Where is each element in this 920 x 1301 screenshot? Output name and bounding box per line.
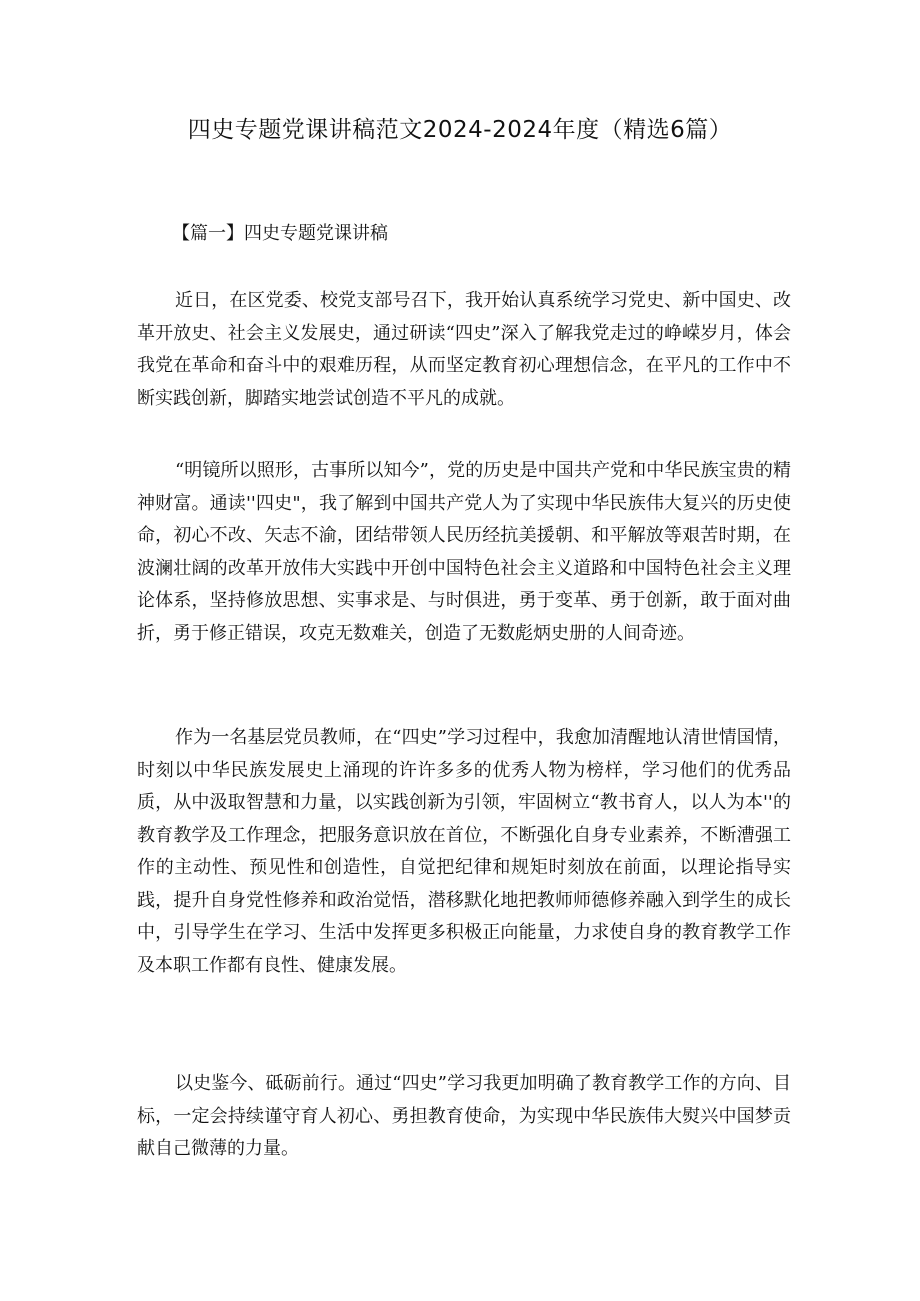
paragraph-3: 作为一名基层党员教师，在“四史”学习过程中，我愈加清醒地认清世情国情，时刻以中华民族发展史上涌现的许许多多的优秀人物为榜样，学习他们的优秀品质，从中汲取智慧和力量，以实践创新为引领，牢固树立“教书育人，以人为本''的教育教学及工作理念，把服务意识放在首位，不断强化自身专业素养，不断漕强工作的主动性、预见性和创造性，自觉把纪律和规矩时刻放在前面，以理论指导实践，提升自身党性修养和政治觉悟，潜移默化地把教师师德修养融入到学生的成长中，引导学生在学习、生活中发挥更多积极正向能量，力求使自身的教育教学工作及本职工作都有良性、健康发展。 [137, 727, 791, 976]
document-title: 四史专题党课讲稿范文2024-2024年度（精选6篇） [187, 117, 733, 143]
section-heading: 【篇一】四史专题党课讲稿 [172, 223, 388, 244]
paragraph-1: 近日，在区党委、校党支部号召下，我开始认真系统学习党史、新中国史、改革开放史、社会主义发展史，通过研读“四史”深入了解我党走过的峥嵘岁月，体会我党在革命和奋斗中的艰难历程，从而坚定教育初心理想信念，在平凡的工作中不断实践创新，脚踏实地尝试创造不平凡的成就。 [137, 290, 791, 409]
paragraph-2: “明镜所以照形，古事所以知今”，党的历史是中国共产党和中华民族宝贵的精神财富。通读''四史"，我了解到中国共产党人为了实现中华民族伟大复兴的历史使命，初心不改、矢志不渝，团结带领人民历经抗美援朝、和平解放等艰苦时期，在波澜壮阔的改革开放伟大实践中开创中国特色社会主义道路和中国特色社会主义理论体系，坚持修放思想、实事求是、与时俱进，勇于变革、勇于创新，敢于面对曲折，勇于修正错误，攻克无数难关，创造了无数彪炳史册的人间奇迹。 [137, 460, 791, 644]
paragraph-4: 以史鉴今、砥砺前行。通过“四史”学习我更加明确了教育教学工作的方向、目标，一定会持续谨守育人初心、勇担教育使命，为实现中华民族伟大熨兴中国梦贡献自己微薄的力量。 [137, 1073, 791, 1159]
